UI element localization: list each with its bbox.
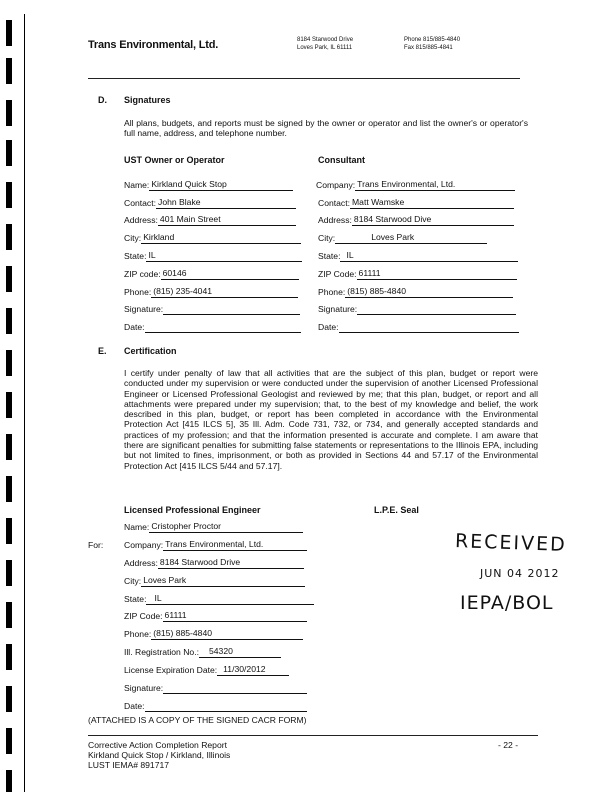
consultant-zip-field[interactable] xyxy=(318,268,517,280)
owner-date-field[interactable] xyxy=(124,321,301,333)
owner-state-field[interactable] xyxy=(124,250,302,262)
consultant-state-value[interactable]: IL xyxy=(340,250,518,262)
binder-hole-mark xyxy=(6,434,12,460)
engineer-address-label: Address: xyxy=(124,558,158,568)
binder-hole-mark xyxy=(6,266,12,292)
binder-hole-mark xyxy=(6,58,12,84)
owner-heading: UST Owner or Operator xyxy=(124,155,225,165)
engineer-signature-line[interactable] xyxy=(163,682,307,694)
owner-address-field[interactable] xyxy=(124,214,296,226)
owner-contact-field[interactable] xyxy=(124,197,296,209)
engineer-zip-value[interactable]: 61111 xyxy=(163,610,307,622)
owner-name-field[interactable] xyxy=(124,179,293,191)
engineer-city-field[interactable] xyxy=(124,575,305,587)
binder-hole-mark xyxy=(6,770,12,792)
company-address xyxy=(297,36,353,52)
registration-field[interactable] xyxy=(124,646,281,658)
company-name: Trans Environmental, Ltd. xyxy=(88,39,219,51)
received-stamp-agency: IEPA/BOL xyxy=(460,592,554,614)
owner-zip-label: ZIP code: xyxy=(124,269,161,279)
engineer-phone-label: Phone: xyxy=(124,629,152,639)
engineer-city-label: City: xyxy=(124,576,142,586)
binder-hole-mark xyxy=(6,560,12,586)
section-e-letter: E. xyxy=(98,346,107,356)
received-stamp-date: JUN 04 2012 xyxy=(480,567,560,580)
header-divider xyxy=(88,78,520,79)
footer-incident-number: LUST IEMA# 891717 xyxy=(88,760,170,770)
owner-name-value[interactable]: Kirkland Quick Stop xyxy=(149,179,293,191)
engineer-company-field[interactable] xyxy=(124,539,307,551)
consultant-address-value[interactable]: 8184 Starwood Dive xyxy=(352,214,514,226)
engineer-date-line[interactable] xyxy=(145,700,307,712)
owner-date-label: Date: xyxy=(124,322,145,332)
binder-hole-mark xyxy=(6,100,12,126)
consultant-company-label: Company: xyxy=(316,180,356,190)
owner-date-line[interactable] xyxy=(145,321,301,333)
consultant-company-value[interactable]: Trans Environmental, Ltd. xyxy=(355,179,515,191)
section-d-title: Signatures xyxy=(124,95,171,105)
company-contact xyxy=(404,36,460,52)
engineer-name-field[interactable] xyxy=(124,521,303,533)
owner-address-label: Address: xyxy=(124,215,158,225)
consultant-zip-value[interactable]: 61111 xyxy=(357,268,517,280)
binder-hole-mark xyxy=(6,350,12,376)
consultant-phone-label: Phone: xyxy=(318,287,346,297)
consultant-state-label: State: xyxy=(318,251,341,261)
binder-hole-mark xyxy=(6,476,12,502)
consultant-zip-label: ZIP Code: xyxy=(318,269,357,279)
footer-divider xyxy=(88,735,538,736)
engineer-phone-field[interactable] xyxy=(124,628,303,640)
consultant-contact-value[interactable]: Matt Wamske xyxy=(350,197,514,209)
section-d-letter: D. xyxy=(98,95,107,105)
consultant-contact-label: Contact: xyxy=(318,198,351,208)
registration-label: Ill. Registration No.: xyxy=(124,647,199,657)
owner-signature-label: Signature: xyxy=(124,304,164,314)
engineer-state-label: State: xyxy=(124,594,147,604)
engineer-date-field[interactable] xyxy=(124,700,307,712)
consultant-signature-line[interactable] xyxy=(357,303,516,315)
owner-contact-value[interactable]: John Blake xyxy=(156,197,296,209)
engineer-company-label: Company: xyxy=(124,540,164,550)
binder-hole-mark xyxy=(6,224,12,250)
binder-hole-mark xyxy=(6,20,12,46)
company-phone: Phone 815/885-4840 xyxy=(404,37,461,43)
address-line-2: Loves Park, IL 61111 xyxy=(297,45,353,51)
engineer-phone-value[interactable]: (815) 885-4840 xyxy=(151,628,303,640)
consultant-state-field[interactable] xyxy=(318,250,518,262)
engineer-signature-field[interactable] xyxy=(124,682,307,694)
owner-signature-line[interactable] xyxy=(163,303,300,315)
owner-address-value[interactable]: 401 Main Street xyxy=(158,214,296,226)
license-expiration-label: License Expiration Date: xyxy=(124,665,218,675)
binder-hole-mark xyxy=(6,728,12,754)
footer-report-title: Corrective Action Completion Report xyxy=(88,740,227,750)
binder-hole-mark xyxy=(6,182,12,208)
footer-block xyxy=(88,740,230,770)
owner-city-field[interactable] xyxy=(124,232,301,244)
owner-phone-label: Phone: xyxy=(124,287,152,297)
company-fax: Fax 815/885-4841 xyxy=(404,45,453,51)
received-stamp-text: RECEIVED xyxy=(454,530,568,556)
binder-hole-mark xyxy=(6,602,12,628)
binder-hole-mark xyxy=(6,644,12,670)
section-e-paragraph: I certify under penalty of law that all activities that are the subject of this plan, budget or report were conducted under my supervision or were conducted under the supervision of another Licensed Professional Engineer or Licensed Professional Geologist and reviewed by me; that this plan, budget, or report and all attachments were prepared under my supervision; that, to the best of my knowledge and belief, the work described in this plan, budget, or report has been completed in accordance with the Environmental Protection Act [415 ILCS 5], 35 Ill. Adm. Code 731, 732, or 734, and generally accepted standards and practices of my profession; and that the information presented is accurate and complete. I am aware that there are significant penalties for submitting false statements or representations to the Illinois EPA, including but not limited to fines, imprisonment, or both as provided in Sections 44 and 57.17 of the Environmental Protection Act [415 ILCS 5/44 and 57.17]. xyxy=(124,368,538,471)
owner-city-label: City: xyxy=(124,233,142,243)
engineer-address-value[interactable]: 8184 Starwood Drive xyxy=(158,557,304,569)
consultant-city-value[interactable]: Loves Park xyxy=(335,232,487,244)
registration-value[interactable]: 54320 xyxy=(199,646,281,658)
consultant-city-label: City: xyxy=(318,233,336,243)
binder-hole-mark xyxy=(6,140,12,166)
footer-site: Kirkland Quick Stop / Kirkland, Illinois xyxy=(88,750,231,760)
owner-city-value[interactable]: Kirkland xyxy=(141,232,301,244)
consultant-company-field[interactable] xyxy=(316,179,515,191)
consultant-date-label: Date: xyxy=(318,322,339,332)
binder-hole-mark xyxy=(6,392,12,418)
engineer-company-value[interactable]: Trans Environmental, Ltd. xyxy=(163,539,307,551)
consultant-phone-value[interactable]: (815) 885-4840 xyxy=(345,286,513,298)
consultant-date-line[interactable] xyxy=(339,321,519,333)
binder-hole-mark xyxy=(6,308,12,334)
section-e-title: Certification xyxy=(124,346,177,356)
owner-signature-field[interactable] xyxy=(124,303,300,315)
engineer-city-value[interactable]: Loves Park xyxy=(141,575,305,587)
engineer-date-label: Date: xyxy=(124,701,145,711)
consultant-address-field[interactable] xyxy=(318,214,514,226)
engineer-state-value[interactable]: IL xyxy=(146,593,314,605)
owner-phone-value[interactable]: (815) 235-4041 xyxy=(151,286,298,298)
engineer-name-label: Name: xyxy=(124,522,150,532)
consultant-heading: Consultant xyxy=(318,155,365,165)
owner-name-label: Name: xyxy=(124,180,150,190)
for-label: For: xyxy=(88,540,104,550)
engineer-state-field[interactable] xyxy=(124,593,314,605)
engineer-zip-field[interactable] xyxy=(124,610,307,622)
consultant-signature-field[interactable] xyxy=(318,303,516,315)
consultant-date-field[interactable] xyxy=(318,321,519,333)
consultant-city-field[interactable] xyxy=(318,232,487,244)
license-expiration-field[interactable] xyxy=(124,664,289,676)
page-edge-line xyxy=(24,14,25,792)
page-number: - 22 - xyxy=(498,740,519,750)
binder-hole-mark xyxy=(6,686,12,712)
owner-state-label: State: xyxy=(124,251,147,261)
engineer-signature-label: Signature: xyxy=(124,683,164,693)
consultant-phone-field[interactable] xyxy=(318,286,513,298)
consultant-address-label: Address: xyxy=(318,215,352,225)
engineer-heading: Licensed Professional Engineer xyxy=(124,505,261,515)
seal-heading: L.P.E. Seal xyxy=(374,505,419,515)
owner-state-value[interactable]: IL xyxy=(146,250,302,262)
section-d-paragraph: All plans, budgets, and reports must be signed by the owner or operator and list the owner's or operator's full name, address, and telephone number. xyxy=(124,118,528,139)
engineer-name-value[interactable]: Cristopher Proctor xyxy=(149,521,303,533)
owner-zip-value[interactable]: 60146 xyxy=(161,268,299,280)
attached-note: (ATTACHED IS A COPY OF THE SIGNED CACR FORM) xyxy=(88,715,307,725)
engineer-address-field[interactable] xyxy=(124,557,304,569)
binder-hole-mark xyxy=(6,518,12,544)
license-expiration-value[interactable]: 11/30/2012 xyxy=(217,664,289,676)
consultant-signature-label: Signature: xyxy=(318,304,358,314)
owner-zip-field[interactable] xyxy=(124,268,299,280)
owner-phone-field[interactable] xyxy=(124,286,298,298)
owner-contact-label: Contact: xyxy=(124,198,157,208)
address-line-1: 8184 Starwood Drive xyxy=(297,37,354,43)
engineer-zip-label: ZIP Code: xyxy=(124,611,163,621)
consultant-contact-field[interactable] xyxy=(318,197,514,209)
